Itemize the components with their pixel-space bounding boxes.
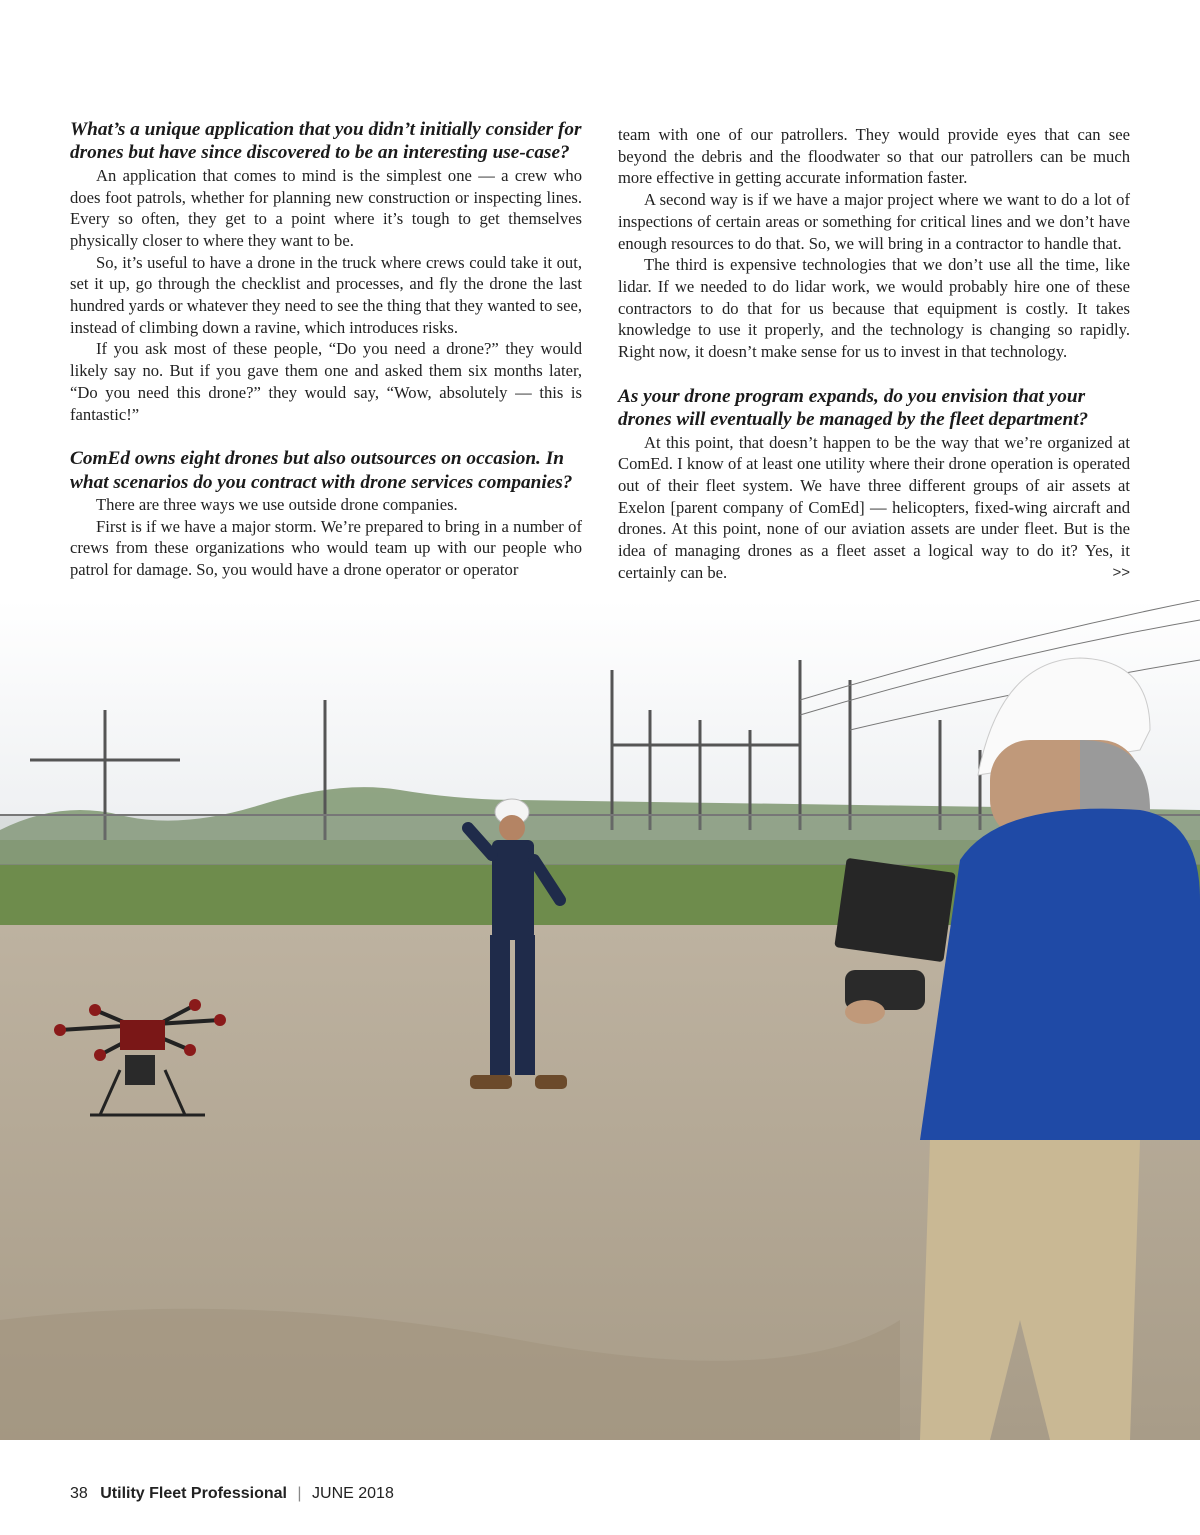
- footer-separator: |: [297, 1485, 302, 1502]
- answer-paragraph: team with one of our patrollers. They would provide eyes that can see beyond the debris and the floodwater so that our patrollers can be much more effective in getting accurate information faster.: [618, 125, 1130, 188]
- answer-paragraph: A second way is if we have a major project where we want to do a lot of inspections of certain areas or something for critical lines and we don’t have enough resources to do that. So, we will bring in a contractor to handle that.: [618, 190, 1130, 253]
- answer-paragraph: If you ask most of these people, “Do you need a drone?” they would likely say no. But if you gave them one and asked them six months later, “Do you need this drone?” they would say, “Wow, absolutely — this is fantastic!”: [70, 339, 582, 424]
- answer-paragraph: There are three ways we use outside drone companies.: [96, 495, 458, 515]
- left-column: [70, 118, 582, 581]
- page-number: 38: [70, 1485, 88, 1502]
- question-heading: What’s a unique application that you didn’t initially consider for drones but have since discovered to be an interesting use-case?: [70, 119, 582, 164]
- question-heading: ComEd owns eight drones but also outsources on occasion. In what scenarios do you contract with drone services companies?: [70, 448, 573, 493]
- continue-marker: >>: [1112, 563, 1130, 581]
- monitor-hood: [834, 858, 955, 962]
- answer-paragraph: The third is expensive technologies that we don’t use all the time, like lidar. If we needed to do lidar work, we would probably hire one of these contractors to do that for us because that equipment is costly. It takes knowledge to use it properly, and the technology is changing so rapidly. Right now, it doesn’t make sense for us to invest in that technology.: [618, 255, 1130, 362]
- question-heading: As your drone program expands, do you envision that your drones will eventually be managed by the fleet department?: [618, 385, 1089, 431]
- answer-paragraph: At this point, that doesn’t happen to be the way that we’re organized at ComEd. I know of at least one utility where their drone operation is operated out of their fleet system. We have three different groups of air assets at Exelon [parent company of ComEd] — helicopters, fixed-wing aircraft and drones. At this point, none of our aviation assets are under fleet. But is the idea of managing drones as a fleet asset a logical way to do it? Yes, it certainly can be.: [618, 432, 1130, 582]
- right-column: [618, 124, 1130, 583]
- blue-shirt: [920, 809, 1200, 1140]
- drone-operators-photo: [0, 600, 1200, 1440]
- answer-paragraph: First is if we have a major storm. We’re prepared to bring in a number of crews from these organizations who would team up with our people who patrol for damage. So, you would have a drone operator or operator: [70, 516, 582, 580]
- issue-date: JUNE 2018: [312, 1485, 394, 1502]
- photo-illustration: [0, 600, 1200, 1440]
- magazine-title: Utility Fleet Professional: [100, 1485, 287, 1502]
- answer-paragraph: So, it’s useful to have a drone in the truck where crews could take it out, set it up, go through the checklist and processes, and fly the drone the last hundred yards or whatever they need to see the thing that they wanted to see, instead of climbing down a ravine, which introduces risks.: [70, 252, 582, 337]
- page-footer: [70, 1485, 394, 1503]
- answer-paragraph: An application that comes to mind is the simplest one — a crew who does foot patrols, whether for planning new construction or inspecting lines. Every so often, they get to a point where it’s tough to get themselves physically closer to where they want to be.: [70, 165, 582, 250]
